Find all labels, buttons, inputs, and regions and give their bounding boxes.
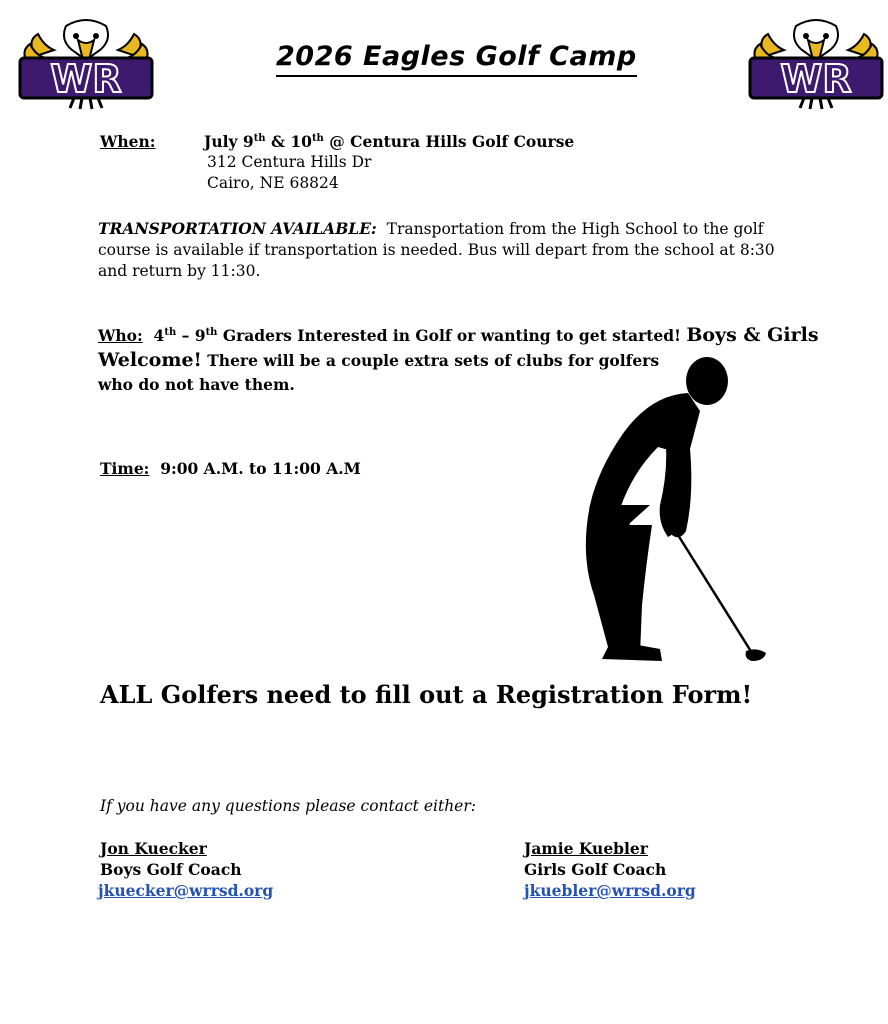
contact-role: Girls Golf Coach (524, 860, 667, 879)
date-mid: & 10 (265, 132, 312, 151)
transportation-text: Transportation from the High School to the golf course is available if transportation is needed. Bus will depart from the school at 8:30 and return by 11:30. (98, 220, 775, 280)
grade-sup-1: th (164, 326, 177, 338)
logo-letters-left: WR (50, 57, 122, 101)
date-sup-1: th (253, 132, 266, 144)
contact-card-1 (100, 838, 273, 901)
logo-letters-right: WR (780, 57, 852, 101)
contact-email-link[interactable]: jkuebler@wrrsd.org (524, 881, 696, 900)
boys-girls-text: Boys & Girls (686, 324, 819, 346)
contact-name: Jon Kuecker (100, 839, 207, 858)
who-line-3: who do not have them. (98, 375, 295, 394)
page-title: 2026 Eagles Golf Camp (276, 40, 637, 77)
transportation-label: TRANSPORTATION AVAILABLE: (98, 219, 377, 238)
welcome-text: Welcome! (98, 349, 202, 371)
address-line-2: Cairo, NE 68824 (207, 174, 339, 192)
date-start: July 9 (204, 132, 254, 151)
registration-headline: ALL Golfers need to fill out a Registration Form! (100, 680, 753, 709)
when-date (204, 131, 574, 152)
transportation-paragraph (98, 218, 790, 282)
contact-name: Jamie Kuebler (524, 839, 648, 858)
grade-end: – 9 (176, 326, 206, 345)
eagles-logo-right (746, 16, 886, 110)
grade-start: 4 (153, 326, 165, 345)
contact-email-link[interactable]: jkuecker@wrrsd.org (98, 881, 274, 900)
date-location: @ Centura Hills Golf Course (323, 132, 575, 151)
eagles-logo-left (16, 16, 156, 110)
address-line-1: 312 Centura Hills Dr (207, 153, 372, 171)
who-text-2: There will be a couple extra sets of clubs for golfers (201, 351, 660, 370)
time-line (100, 458, 361, 479)
golfer-silhouette (560, 355, 780, 670)
when-label (100, 131, 156, 153)
date-sup-2: th (311, 132, 324, 144)
contact-intro: If you have any questions please contact either: (100, 797, 476, 815)
contact-role: Boys Golf Coach (100, 860, 242, 879)
grade-sup-2: th (205, 326, 218, 338)
time-label: Time: (100, 459, 150, 478)
who-label: Who: (98, 326, 143, 345)
time-value: 9:00 A.M. to 11:00 A.M (160, 459, 361, 478)
contact-card-2 (524, 838, 696, 901)
who-text-1: Graders Interested in Golf or wanting to get started! (217, 326, 687, 345)
who-line-1 (98, 324, 819, 347)
when-label-text: When: (100, 132, 156, 151)
